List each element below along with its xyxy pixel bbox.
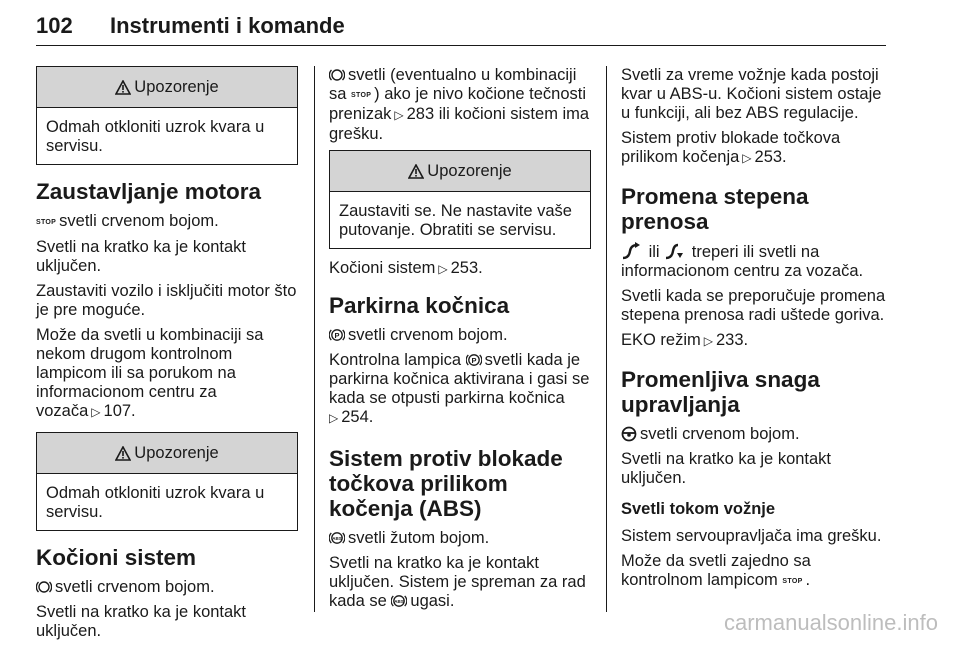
paragraph: Može da svetli u kombinaciji sa nekom drugom kontrolnom lampicom ili sa porukom na informacionom centru za vozača	[36, 326, 264, 420]
paragraph: treperi ili svetli na informacionom centru za vozača.	[621, 243, 864, 280]
page-ref-arrow-icon: ▷	[394, 108, 404, 122]
page-ref-arrow-icon: ▷	[91, 405, 101, 419]
warning-text: Odmah otkloniti uzrok kvara u servisu.	[46, 118, 265, 155]
column-divider	[606, 66, 607, 612]
column-3: Svetli za vreme vožnje kada postoji kvar u ABS-u. Kočioni sistem ostaje u funkciji, ali bez ABS regulacije. Sistem protiv blokade točkova prilikom kočenja ▷ 253. Promena stepena prenosa ili treperi ili svetli na informacionom centru za vozača. Svetli kada se preporučuje promena stepena prenosa radi uštede goriva. EKO režim ▷ 233. Promenljiva snaga upravljanja svetli crvenom bojom. Svetli na kratko ka je kontakt uključen. Svetli tokom vožnje Sistem servoupravljača ima grešku. Može da svetli zajedno sa kontrolnom lampicom STOP .	[621, 66, 889, 597]
page-header	[36, 8, 886, 46]
shift-up-icon	[621, 242, 641, 260]
chapter-title: Instrumenti i komande	[110, 13, 345, 38]
warning-title: Upozorenje	[134, 443, 219, 462]
paragraph: Svetli na kratko ka je kontakt uključen. Sistem je spreman za rad kada se	[329, 554, 586, 610]
svg-text:ABS: ABS	[394, 599, 405, 604]
column-2	[329, 66, 591, 617]
svg-text:ABS: ABS	[332, 536, 342, 541]
warning-text: Odmah otkloniti uzrok kvara u servisu.	[46, 484, 265, 521]
page-ref: 283	[406, 105, 435, 123]
paragraph: svetli crvenom bojom.	[640, 425, 800, 443]
brake-warning-icon	[329, 67, 345, 83]
paragraph: Zaustaviti vozilo i isključiti motor što je pre moguće.	[36, 282, 297, 319]
paragraph: svetli crvenom bojom.	[59, 212, 219, 230]
warning-box	[36, 66, 298, 165]
page-ref: 253.	[450, 259, 483, 277]
paragraph: Svetli na kratko ka je kontakt uključen.	[621, 450, 832, 487]
svg-text:P: P	[334, 331, 340, 340]
warning-triangle-icon	[408, 164, 424, 179]
page-ref-arrow-icon: ▷	[703, 334, 713, 348]
section-heading: Promena stepena prenosa	[621, 184, 809, 234]
section-heading: Parkirna kočnica	[329, 293, 510, 318]
paragraph: ugasi.	[410, 592, 455, 610]
section-heading: Promenljiva snaga upravljanja	[621, 367, 820, 417]
paragraph: Svetli za vreme vožnje kada postoji kvar u ABS-u. Kočioni sistem ostaje u funkciji, ali bez ABS regulacije.	[621, 66, 882, 122]
warning-triangle-icon	[115, 80, 131, 95]
warning-box	[329, 150, 591, 249]
page-number: 102	[36, 13, 73, 38]
warning-triangle-icon	[115, 446, 131, 461]
paragraph: svetli kada je parkirna kočnica aktivirana i gasi se kada se otpusti parkirna kočnica	[329, 351, 590, 407]
paragraph: ili kočioni sistem ima grešku.	[329, 105, 590, 143]
paragraph: Kočioni sistem	[329, 259, 436, 277]
steering-wheel-icon	[621, 426, 637, 442]
warning-box	[36, 432, 298, 531]
warning-title: Upozorenje	[427, 161, 512, 180]
paragraph: Svetli na kratko ka je kontakt uključen.	[36, 238, 247, 275]
paragraph: Sistem servoupravljača ima grešku.	[621, 527, 882, 545]
brake-warning-icon	[36, 579, 52, 595]
section-heading: Kočioni sistem	[36, 545, 197, 570]
svg-text:P: P	[471, 356, 477, 365]
page-ref: 253.	[754, 148, 787, 166]
paragraph: Svetli na kratko ka je kontakt uključen.	[36, 603, 247, 640]
warning-text: Zaustaviti se. Ne nastavite vaše putovanje. Obratiti se servisu.	[339, 202, 572, 239]
abs-warning-icon	[329, 530, 345, 546]
paragraph: Može da svetli zajedno sa kontrolnom lampicom	[621, 552, 811, 589]
paragraph: svetli crvenom bojom.	[55, 578, 215, 596]
stop-icon: STOP	[351, 92, 372, 99]
page-ref: 107.	[103, 402, 136, 420]
page-ref-arrow-icon: ▷	[438, 262, 448, 276]
paragraph: svetli žutom bojom.	[348, 529, 490, 547]
subsection-heading: Svetli tokom vožnje	[621, 500, 776, 518]
column-1	[36, 66, 298, 647]
paragraph: ) ako je nivo kočione tečnosti prenizak	[329, 85, 587, 123]
watermark: carmanualsonline.info	[723, 610, 938, 635]
abs-warning-icon	[391, 593, 407, 609]
section-heading: Zaustavljanje motora	[36, 179, 262, 204]
paragraph: EKO režim	[621, 331, 701, 349]
shift-down-icon	[664, 242, 684, 260]
warning-title: Upozorenje	[134, 77, 219, 96]
stop-icon: STOP	[782, 578, 803, 585]
section-heading: Sistem protiv blokade točkova prilikom kočenja (ABS)	[329, 446, 563, 521]
column-divider	[314, 66, 315, 612]
page-ref-arrow-icon: ▷	[742, 151, 752, 165]
paragraph: svetli crvenom bojom.	[348, 326, 508, 344]
page-ref: 233.	[716, 331, 749, 349]
paragraph: Svetli kada se preporučuje promena stepena prenosa radi uštede goriva.	[621, 287, 886, 324]
stop-icon: STOP	[36, 219, 57, 226]
paragraph: Kontrolna lampica	[329, 351, 462, 369]
paragraph: ili	[648, 243, 660, 261]
parking-brake-icon	[466, 352, 482, 368]
page-ref: 254.	[341, 408, 374, 426]
parking-brake-icon	[329, 327, 345, 343]
page-ref-arrow-icon: ▷	[329, 411, 339, 425]
paragraph: Sistem protiv blokade točkova prilikom kočenja	[621, 129, 841, 166]
paragraph: svetli (eventualno u kombinaciji sa	[329, 66, 577, 103]
